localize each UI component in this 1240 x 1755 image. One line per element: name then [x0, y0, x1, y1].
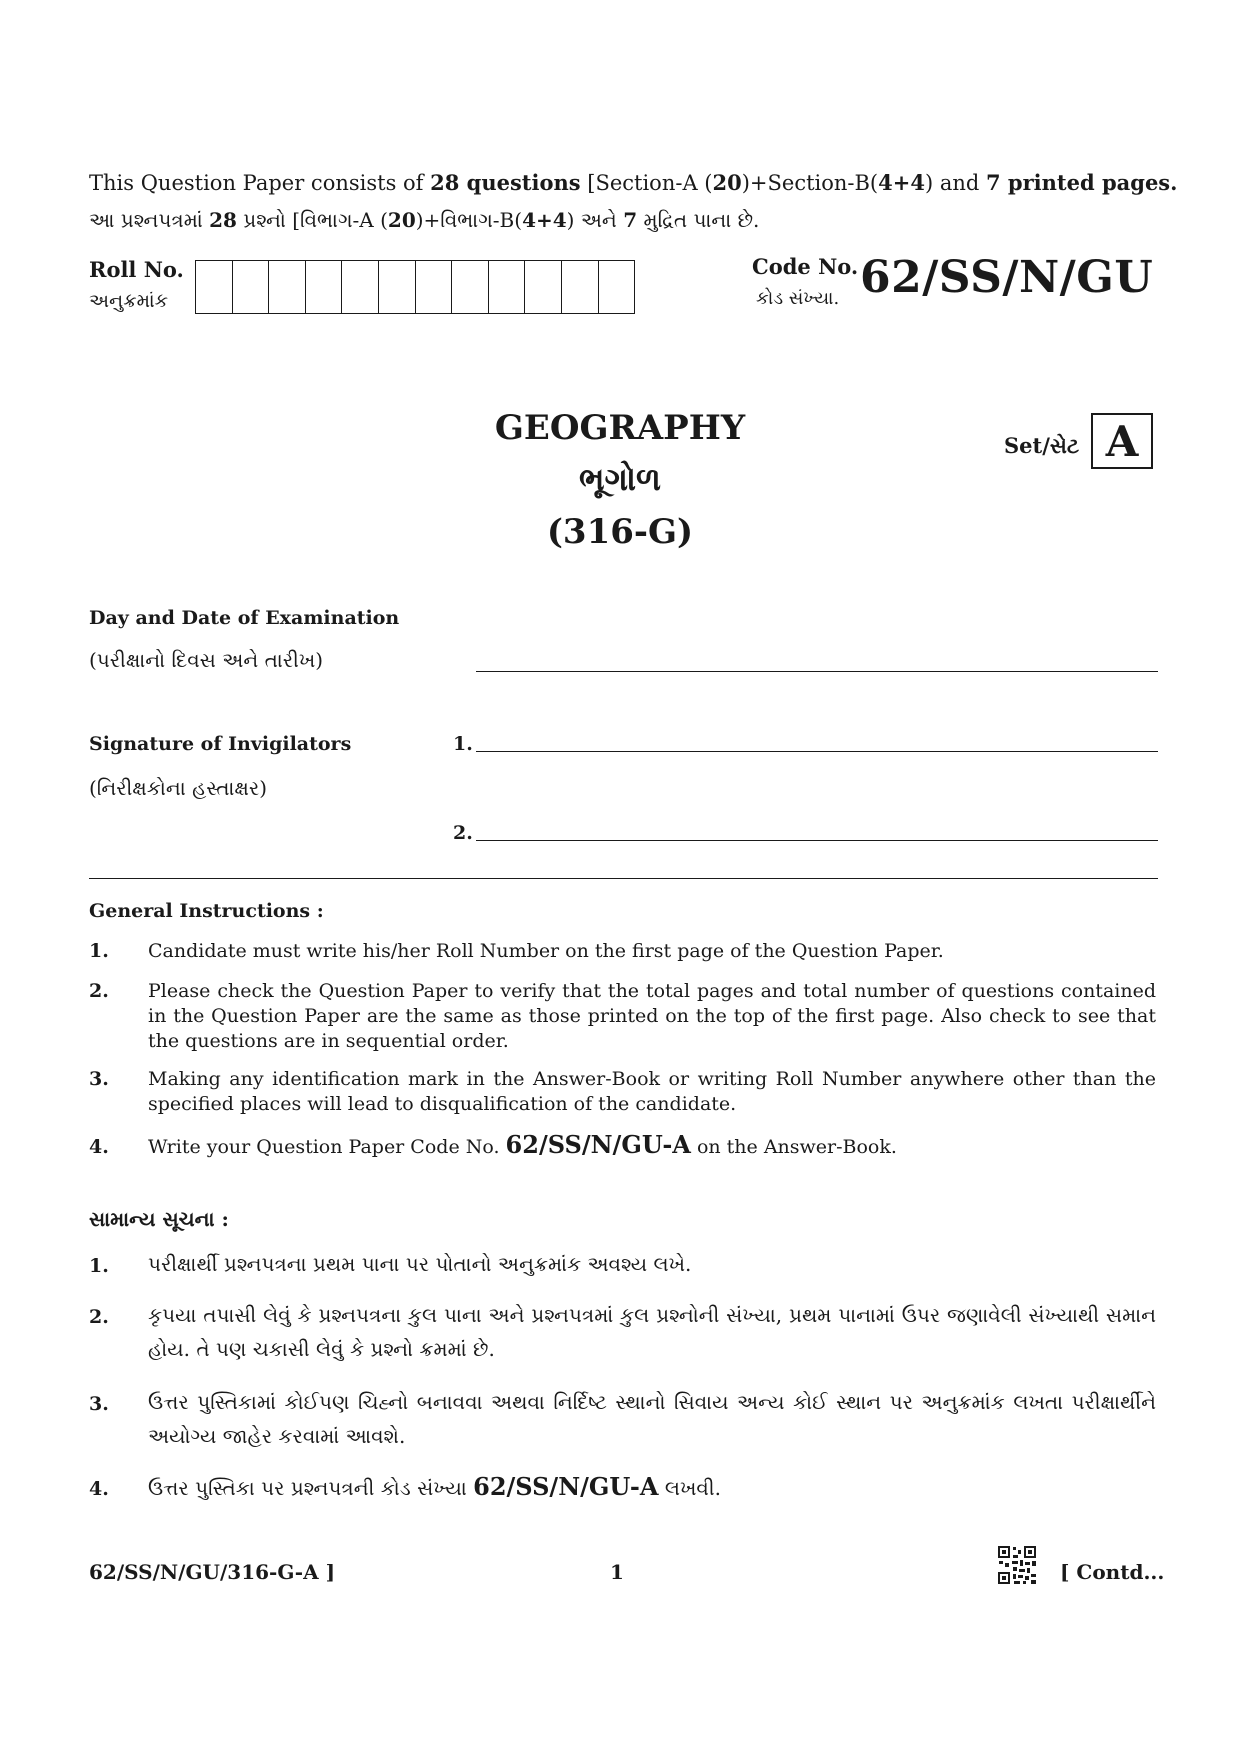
continued-marker: [ Contd... — [1060, 1560, 1165, 1584]
code-number-value: 62/SS/N/GU — [860, 252, 1154, 303]
exam-date-label-gujarati: (પરીક્ષાનો દિવસ અને તારીખ) — [89, 648, 324, 672]
subject-title: GEOGRAPHY — [494, 408, 746, 448]
roll-number-box[interactable] — [233, 261, 270, 313]
instruction-text: ઉત્તર પુસ્તિકામાં કોઈપણ ચિહ્નો બનાવવા અથવા નિર્દિષ્ટ સ્થાનો સિવાય અન્ય કોઈ સ્થાન પર અનુક્રમાંક લખતા પરીક્ષાર્થીને અયોગ્ય જાહેર કરવામાં આવશે. — [148, 1390, 1156, 1448]
paper-code-inline: 62/SS/N/GU-A — [505, 1130, 691, 1159]
instruction-number: 3. — [89, 1393, 109, 1415]
instruction-text: પરીક્ષાર્થી પ્રશ્નપત્રના પ્રથમ પાના પર પોતાનો અનુક્રમાંક અવશ્ય લખે. — [148, 1252, 692, 1276]
invigilator-signature-label-gujarati: (નિરીક્ષકોના હસ્તાક્ષર) — [89, 776, 268, 800]
instruction-number: 4. — [89, 1136, 109, 1158]
instruction-text: Making any identification mark in the Answer-Book or writing Roll Number anywhere other than the specified places will lead to disqualification of the candidate. — [148, 1068, 1156, 1115]
instruction-text: Candidate must write his/her Roll Number on the first page of the Question Paper. — [148, 940, 944, 962]
page-number: 1 — [610, 1560, 624, 1584]
roll-number-box[interactable] — [416, 261, 453, 313]
roll-number-label-gujarati: અનુક્રમાંક — [89, 290, 169, 312]
qr-code-icon — [997, 1545, 1037, 1585]
instruction-text: કૃપયા તપાસી લેવું કે પ્રશ્નપત્રના કુલ પાના અને પ્રશ્નપત્રમાં કુલ પ્રશ્નોની સંખ્યા, પ્રથમ પાનામાં ઉપર જણાવેલી સંખ્યાથી સમાન હોય. તે પણ ચકાસી લેવું કે પ્રશ્નો ક્રમમાં છે. — [148, 1303, 1156, 1361]
roll-number-box[interactable] — [269, 261, 306, 313]
instruction-number: 4. — [89, 1478, 109, 1500]
exam-date-label: Day and Date of Examination — [89, 607, 400, 629]
instruction-text: ઉત્તર પુસ્તિકા પર પ્રશ્નપત્રની કોડ સંખ્યા 62/SS/N/GU-A લખવી. — [148, 1472, 721, 1501]
subject-title-gujarati: ભૂગોળ — [579, 460, 661, 498]
invigilator-2-signature-line[interactable] — [476, 840, 1158, 841]
roll-number-box[interactable] — [342, 261, 379, 313]
section-divider — [89, 878, 1158, 879]
roll-number-box[interactable] — [562, 261, 599, 313]
code-number-label: Code No. — [752, 254, 859, 279]
roll-number-box[interactable] — [306, 261, 343, 313]
instruction-number: 2. — [89, 980, 109, 1002]
gujarati-instructions-heading: સામાન્ય સૂચના : — [89, 1207, 229, 1231]
invigilator-signature-label: Signature of Invigilators — [89, 733, 352, 755]
roll-number-label: Roll No. — [89, 257, 184, 282]
invigilator-1-signature-line[interactable] — [476, 751, 1158, 752]
roll-number-box[interactable] — [489, 261, 526, 313]
roll-number-box[interactable] — [525, 261, 562, 313]
paper-code-inline: 62/SS/N/GU-A — [473, 1472, 659, 1501]
set-label: Set/સેટ — [1004, 433, 1080, 458]
instruction-text: Write your Question Paper Code No. 62/SS/N/GU-A on the Answer-Book. — [148, 1130, 897, 1159]
instruction-number: 1. — [89, 940, 109, 962]
code-number-label-gujarati: કોડ સંખ્યા. — [756, 288, 840, 309]
roll-number-box[interactable] — [379, 261, 416, 313]
roll-number-boxes[interactable] — [195, 260, 635, 314]
invigilator-1-number: 1. — [453, 733, 473, 755]
instruction-number: 3. — [89, 1068, 109, 1090]
roll-number-box[interactable] — [452, 261, 489, 313]
instruction-number: 1. — [89, 1255, 109, 1277]
roll-number-box[interactable] — [599, 261, 636, 313]
set-badge: A — [1091, 413, 1153, 469]
subject-code: (316-G) — [546, 512, 694, 552]
roll-number-box[interactable] — [196, 261, 233, 313]
invigilator-2-number: 2. — [453, 822, 473, 844]
instruction-number: 2. — [89, 1306, 109, 1328]
paper-info-english: This Question Paper consists of 28 questions [Section-A (20)+Section-B(4+4) and 7 printed pages. — [89, 170, 1178, 195]
general-instructions-heading: General Instructions : — [89, 900, 324, 922]
footer-paper-code: 62/SS/N/GU/316-G-A ] — [89, 1560, 336, 1584]
paper-info-gujarati: આ પ્રશ્નપત્રમાં 28 પ્રશ્નો [વિભાગ-A (20)+વિભાગ-B(4+4) અને 7 મુદ્રિત પાના છે. — [89, 208, 760, 232]
exam-date-line[interactable] — [476, 671, 1158, 672]
instruction-text: Please check the Question Paper to verify that the total pages and total number of questions contained in the Question Paper are the same as those printed on the top of the first page. Also check to see that the questions are in sequential order. — [148, 980, 1156, 1052]
